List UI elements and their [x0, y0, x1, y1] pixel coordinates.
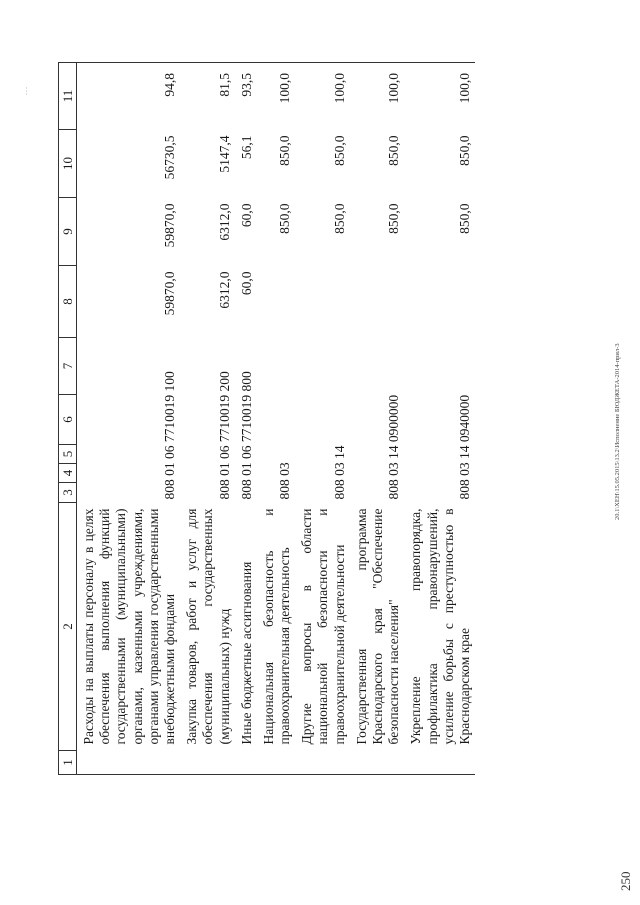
row-col9: 59870,0 — [161, 203, 177, 248]
row-description: Иные бюджетные ассигнования — [238, 561, 254, 745]
header-cell: 2 — [59, 503, 77, 751]
row-description: Закупка товаров, работ и услуг для обеспечения государственных (муниципальных) нужд — [184, 508, 232, 745]
row-col9: 6312,0 — [216, 203, 232, 241]
table-row — [295, 63, 350, 775]
row-description: Государственная программа Краснодарского края "Обеспечение безопасности населения" — [353, 508, 402, 745]
row-codes: 808 03 14 — [331, 445, 347, 500]
row-col11: 100,0 — [295, 63, 350, 130]
header-cell: 5 — [59, 445, 77, 464]
row-col8: 60,0 — [238, 271, 254, 296]
table-row — [404, 63, 475, 775]
table-header-row — [59, 63, 77, 775]
table-row — [77, 63, 181, 775]
row-codes: 808 03 14 0900000 — [386, 394, 402, 500]
row-col9: 850,0 — [277, 203, 293, 234]
row-col8: 59870,0 — [161, 271, 177, 316]
row-col10: 850,0 — [331, 135, 347, 166]
header-cell: 9 — [59, 198, 77, 266]
row-col10: 56,1 — [238, 135, 254, 160]
page-number: 250 — [618, 871, 633, 891]
row-col8 — [295, 266, 350, 338]
row-col10: 850,0 — [386, 135, 402, 166]
header-cell: 7 — [59, 338, 77, 395]
header-cell: 1 — [59, 751, 77, 775]
row-col9: 850,0 — [386, 203, 402, 234]
row-col8: 6312,0 — [216, 271, 232, 309]
row-description: Расходы на выплаты персоналу в целях обеспечения выполнения функций государственными (муниципальными) органами, казенными учреждениями, органами управления государственными внебюджетными фондами — [81, 508, 177, 745]
row-codes: 808 01 06 7710019 800 — [238, 371, 254, 500]
row-col10: 850,0 — [456, 135, 472, 166]
file-path-footer: 20.1\XEH\15.05.2015\13.2\Исполнение БЮДЖЕТА-2014-прил-3 — [614, 343, 621, 520]
budget-table — [58, 62, 475, 775]
row-col8 — [257, 266, 295, 338]
row-col10: 5147,4 — [216, 135, 232, 173]
table-row — [180, 63, 235, 775]
header-cell: 10 — [59, 130, 77, 198]
table-row — [257, 63, 295, 775]
row-description: Национальная безопасность и правоохранительная деятельность — [260, 508, 293, 745]
header-cell: 3 — [59, 483, 77, 503]
row-codes: 808 01 06 7710019 100 — [161, 371, 177, 500]
row-col11: 100,0 — [404, 63, 475, 130]
row-col9: 850,0 — [331, 203, 347, 234]
row-codes: 808 03 — [277, 462, 293, 500]
header-cell: 11 — [59, 63, 77, 130]
header-cell: 8 — [59, 266, 77, 338]
table-row — [235, 63, 257, 775]
row-codes: 808 03 14 0940000 — [456, 394, 472, 500]
row-col9: 60,0 — [238, 203, 254, 228]
row-col11: 100,0 — [257, 63, 295, 130]
row-description: Другие вопросы в области национальной безопасности и правоохранительной деятельности — [299, 508, 347, 745]
row-col8 — [350, 266, 405, 338]
row-description: Укрепление правопорядка, профилактика правонарушений, усиление борьбы с преступностью в Краснодарском крае — [408, 508, 472, 745]
row-col8 — [404, 266, 475, 338]
edge-marks: ... — [20, 86, 29, 95]
row-col11: 94,8 — [77, 63, 181, 130]
table-row — [350, 63, 405, 775]
header-cell: 6 — [59, 395, 77, 445]
row-col10: 850,0 — [277, 135, 293, 166]
row-col11: 100,0 — [350, 63, 405, 130]
row-col11: 81,5 — [180, 63, 235, 130]
header-cell: 4 — [59, 464, 77, 483]
row-col10: 56730,5 — [161, 135, 177, 180]
row-col9: 850,0 — [456, 203, 472, 234]
row-codes: 808 01 06 7710019 200 — [216, 371, 232, 500]
row-col11: 93,5 — [235, 63, 257, 130]
